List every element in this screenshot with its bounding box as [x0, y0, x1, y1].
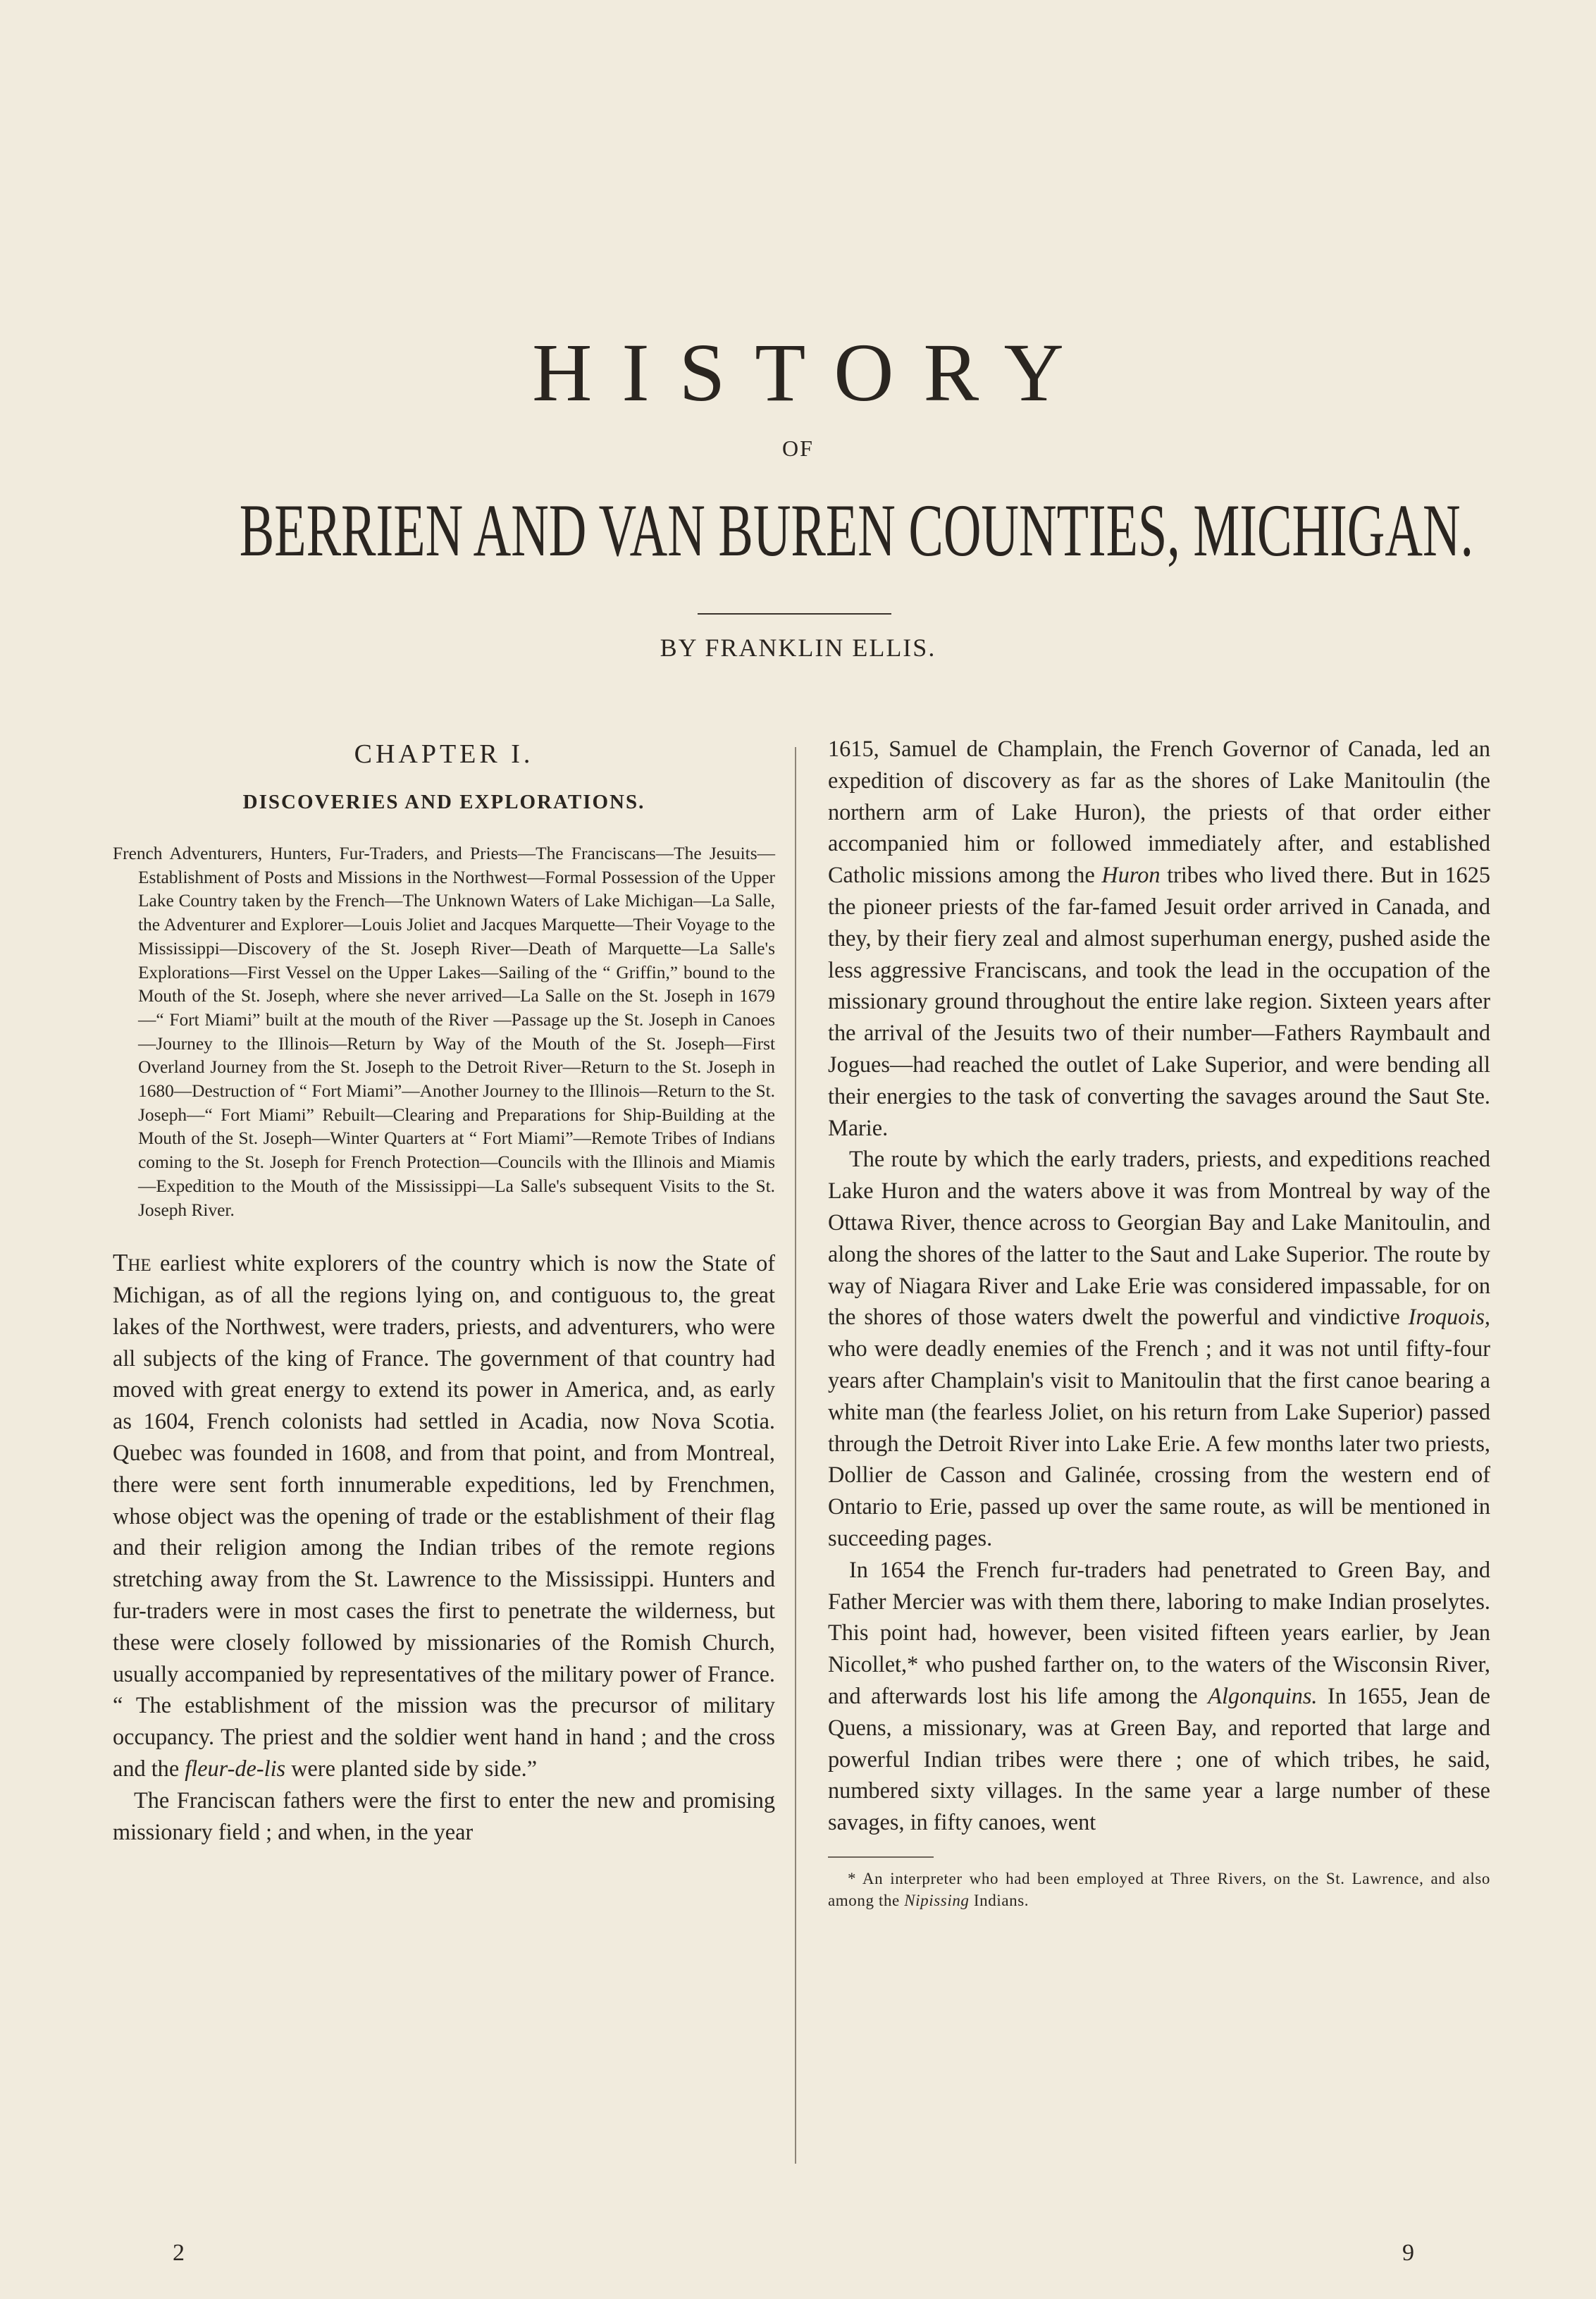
left-column — [113, 733, 775, 1847]
paragraph: The Franciscan fathers were the first to enter the new and promising missionary field ; and when, in the year — [113, 1787, 775, 1844]
page-number: 9 — [1402, 2240, 1414, 2266]
book-title: HISTORY — [532, 326, 1094, 419]
paragraph: The route by which the early traders, priests, and expeditions reached Lake Huron and the waters above it was from Montreal by way of the Ottawa River, thence across to Georgian Bay and Lake Manitoulin, and along the shores of the latter to the Saut and Lake Superior. The route by way of Niagara River and Lake Erie was considered impassable, for on the shores of those waters dwelt the powerful and vindictive Iroquois, who were deadly enemies of the French ; and it was not until fifty-four years after Champlain's visit to Manitoulin that the first canoe bearing a white man (the fearless Joliet, on his return from Lake Superior) passed through the Detroit River into Lake Erie. A few months later two priests, Dollier de Casson and Galinée, crossing from the western end of Ontario to Erie, passed up over the same route, as will be mentioned in succeeding pages. — [828, 1146, 1490, 1551]
book-subtitle: BERRIEN AND VAN BUREN COUNTIES, MICHIGAN. — [239, 489, 1474, 572]
paragraph: In 1654 the French fur-traders had penetrated to Green Bay, and Father Mercier was with them there, laboring to make Indian proselytes. This point had, however, been visited fifteen years earlier, by Jean Nicollet,* who pushed farther on, to the waters of the Wisconsin River, and afterwards lost his life among the Algonquins. In 1655, Jean de Quens, a missionary, was at Green Bay, and reported that large and powerful Indian tribes were there ; one of which tribes, he said, numbered sixty villages. In the same year a large number of these savages, in fifty canoes, went — [828, 1556, 1491, 1835]
paragraph: The earliest white explorers of the country which is now the State of Michigan, as of all the regions lying on, and contiguous to, the great lakes of the Northwest, were traders, priests, and adventurers, who were all subjects of the king of France. The government of that country had moved with great energy to extend its power in America, and, as early as 1604, French colonists had settled in Acadia, now Nova Scotia. Quebec was founded in 1608, and from that point, and from Montreal, there were sent forth innumerable expeditions, led by Frenchmen, whose object was the opening of trade or the establishment of their flag and their religion among the Indian tribes of the remote regions stretching away from the St. Lawrence to the Mississippi. Hunters and fur-traders were in most cases the first to penetrate the wilderness, but these were closely followed by missionaries of the Romish Church, usually accompanied by representatives of the military power of France. “ The establishment of the mission was the precursor of military occupancy. The priest and the soldier went hand in hand ; and the cross and the fleur-de-lis were planted side by side.” — [113, 1249, 775, 1781]
footnote-divider — [828, 1856, 934, 1858]
author-byline: BY FRANKLIN ELLIS. — [660, 634, 936, 662]
chapter-synopsis: French Adventurers, Hunters, Fur-Traders, and Priests—The Franciscans—The Jesuits—Establishment of Posts and Missions in the Northwest—Formal Possession of the Upper Lake Country taken by the French—The Unknown Waters of Lake Michigan—La Salle, the Adventurer and Explorer—Louis Joliet and Jacques Marquette—Their Voyage to the Mississippi—Discovery of the St. Joseph River—Death of Marquette—La Salle's Explorations—First Vessel on the Upper Lakes—Sailing of the “ Griffin,” bound to the Mouth of the St. Joseph, where she never arrived—La Salle on the St. Joseph in 1679—“ Fort Miami” built at the mouth of the River —Passage up the St. Joseph in Canoes—Journey to the Illinois—Return by Way of the Mouth of the St. Joseph—First Overland Journey from the St. Joseph to the Detroit River—Return to the St. Joseph in 1680—Destruction of “ Fort Miami”—Another Journey to the Illinois—Return to the St. Joseph—“ Fort Miami” Rebuilt—Clearing and Preparations for Ship-Building at the Mouth of the St. Joseph—Winter Quarters at “ Fort Miami”—Remote Tribes of Indians coming to the St. Joseph for French Protection—Councils with the Illinois and Miamis—Expedition to the Mouth of the Mississippi—La Salle's subsequent Visits to the St. Joseph River. — [113, 844, 775, 1220]
signature-mark: 2 — [173, 2240, 185, 2266]
title-of: OF — [782, 436, 814, 461]
chapter-heading: DISCOVERIES AND EXPLORATIONS. — [242, 791, 645, 813]
chapter-number: CHAPTER I. — [354, 739, 534, 769]
right-column — [828, 733, 1490, 1911]
footnote: * An interpreter who had been employed at Three Rivers, on the St. Lawrence, and also among the Nipissing Indians. — [828, 1869, 1490, 1909]
drop-lead-word: The — [113, 1249, 151, 1277]
paragraph: 1615, Samuel de Champlain, the French Governor of Canada, led an expedition of discovery as far as the shores of Lake Manitoulin (the northern arm of Lake Huron), the priests of that order either accompanied him or followed immediately after, and established Catholic missions among the Huron tribes who lived there. But in 1625 the pioneer priests of the far-famed Jesuit order arrived in Canada, and they, by their fiery zeal and almost superhuman energy, pushed aside the less aggressive Franciscans, and took the lead in the occupation of the missionary ground throughout the entire lake region. Sixteen years after the arrival of the Jesuits two of their number—Fathers Raymbault and Jogues—had reached the outlet of Lake Superior, and were bending all their energies to the task of converting the savages around the Saut Ste. Marie. — [828, 736, 1490, 1140]
title-divider — [698, 613, 891, 615]
column-divider — [795, 747, 796, 2164]
